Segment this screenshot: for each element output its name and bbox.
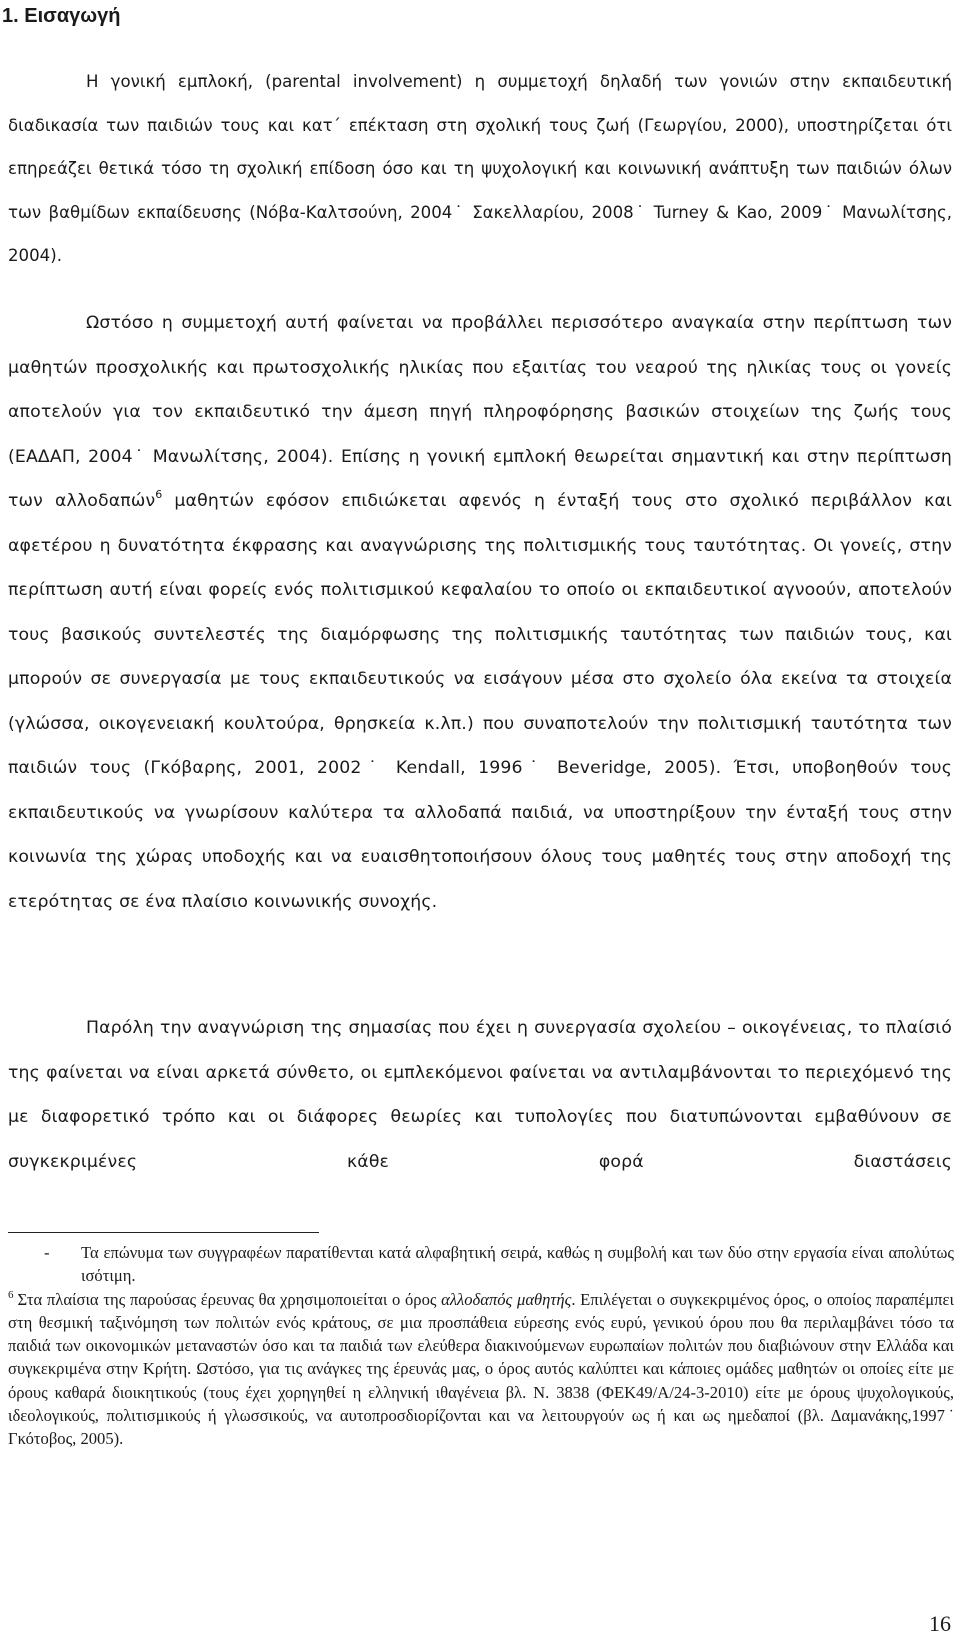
- footnote-6: [8, 1288, 954, 1451]
- paragraph-collaboration: Παρόλη την αναγνώριση της σημασίας που έχει η συνεργασία σχολείου – οικογένειας, το πλαίσιό της φαίνεται να είναι αρκετά σύνθετο, οι εμπλεκόμενοι φαίνεται να αντιλαμβάνονται το περιεχόμενό της με διαφορετικό τρόπο και οι διάφορες θεωρίες και τυπολογίες που διατυπώνονται εμβαθύνουν σε συγκεκριμένες κάθε φορά διαστάσεις: [8, 1018, 952, 1172]
- paragraph-participation: [8, 301, 952, 924]
- section-heading: 1. Εισαγωγή: [2, 5, 121, 27]
- footnote-6-marker: 6: [8, 1288, 14, 1301]
- footnote-dash-marker: -: [44, 1243, 50, 1262]
- footnote-reference-6: 6: [155, 488, 163, 501]
- page-number: 16: [929, 1611, 951, 1636]
- footnote-6-text-before: Στα πλαίσια της παρούσας έρευνας θα χρησιμοποιείται ο όρος: [17, 1289, 442, 1309]
- paragraph-intro: Η γονική εμπλοκή, (parental involvement) η συμμετοχή δηλαδή των γονιών στην εκπαιδευτική διαδικασία των παιδιών τους και κατ΄ επέκταση στη σχολική τους ζωή (Γεωργίου, 2000), υποστηρίζεται ότι επηρεάζει θετικά τόσο τη σχολική επίδοση όσο και τη ψυχολογική και κοινωνική ανάπτυξη των παιδιών όλων των βαθμίδων εκπαίδευσης (Νόβα-Καλτσούνη, 2004˙ Σακελλαρίου, 2008˙ Turney & Kao, 2009˙ Μανωλίτσης, 2004).: [8, 72, 952, 265]
- paragraph-participation-text-after: μαθητών εφόσον επιδιώκεται αφενός η ένταξή τους στο σχολικό περιβάλλον και αφετέρου η δυνατότητα έκφρασης και αναγνώρισης της πολιτισμικής τους ταυτότητας. Οι γονείς, στην περίπτωση αυτή είναι φορείς ενός πολιτισμικού κεφαλαίου το οποίο οι εκπαιδευτικοί αγνοούν, αποτελούν τους βασικούς συντελεστές της διαμόρφωσης της πολιτισμικής ταυτότητας των παιδιών τους, και μπορούν σε συνεργασία με τους εκπαιδευτικούς να εισάγουν μέσα στο σχολείο όλα εκείνα τα στοιχεία (γλώσσα, οικογενειακή κουλτούρα, θρησκεία κ.λπ.) που συναποτελούν την πολιτισμική ταυτότητα των παιδιών τους (Γκόβαρης, 2001, 2002˙ Kendall, 1996˙ Beveridge, 2005). Έτσι, υποβοηθούν τους εκπαιδευτικούς να γνωρίσουν καλύτερα τα αλλοδαπά παιδιά, να υποστηρίξουν την ένταξή τους στην κοινωνία της χώρας υποδοχής και να ευαισθητοποιήσουν όλους τους μαθητές τους στην αποδοχή της ετερότητας σε ένα πλαίσιο κοινωνικής συνοχής.: [8, 491, 952, 912]
- footnotes: [8, 1241, 954, 1451]
- footnote-6-term: αλλοδαπός μαθητής: [441, 1289, 572, 1309]
- footnote-authors-text: Τα επώνυμα των συγγραφέων παρατίθενται κατά αλφαβητική σειρά, καθώς η συμβολή και των δύο στην εργασία είναι απολύτως ισότιμη.: [81, 1243, 954, 1286]
- paragraph-participation-text-before: Ωστόσο η συμμετοχή αυτή φαίνεται να προβάλλει περισσότερο αναγκαία στην περίπτωση των μαθητών προσχολικής και πρωτοσχολικής ηλικίας που εξαιτίας του νεαρού της ηλικίας τους οι γονείς αποτελούν για τον εκπαιδευτικό την άμεση πηγή πληροφόρησης βασικών στοιχείων της ζωής τους (ΕΑΔΑΠ, 2004˙ Μανωλίτσης, 2004). Επίσης η γονική εμπλοκή θεωρείται σημαντική και στην περίπτωση των αλλοδαπών: [8, 313, 952, 511]
- footnote-separator: [8, 1232, 319, 1233]
- footnote-6-text-after: . Επιλέγεται ο συγκεκριμένος όρος, ο οποίος παραπέμπει στη θεσμική ταξινόμηση των πολιτών ενός κράτους, σε μια προσπάθεια εύρεσης ενός ευρύ, γενικού όρου που θα περιλαμβάνει τόσο τα παιδιά των οικονομικών μεταναστών όσο και τα παιδιά των ελεύθερα διακινούμενων ευρωπαίων πολιτών που διαβιώνουν στην Ελλάδα και συγκεκριμένα στην Κρήτη. Ωστόσο, για τις ανάγκες της έρευνάς μας, ο όρος αυτός καλύπτει και κάποιες ομάδες μαθητών οι οποίες είτε με όρους καθαρά διοικητικούς (τους έχει χορηγηθεί η ελληνική ιθαγένεια βλ. Ν. 3838 (ΦΕΚ49/Α/24-3-2010) είτε με όρους ψυχολογικούς, ιδεολογικούς, πολιτισμικούς ή γλωσσικούς, να αυτοπροσδιορίζονται και να λειτουργούν ως ή και ως ημεδαποί (βλ. Δαμανάκης,1997˙ Γκότοβος, 2005).: [8, 1289, 954, 1449]
- footnote-authors: [8, 1241, 954, 1288]
